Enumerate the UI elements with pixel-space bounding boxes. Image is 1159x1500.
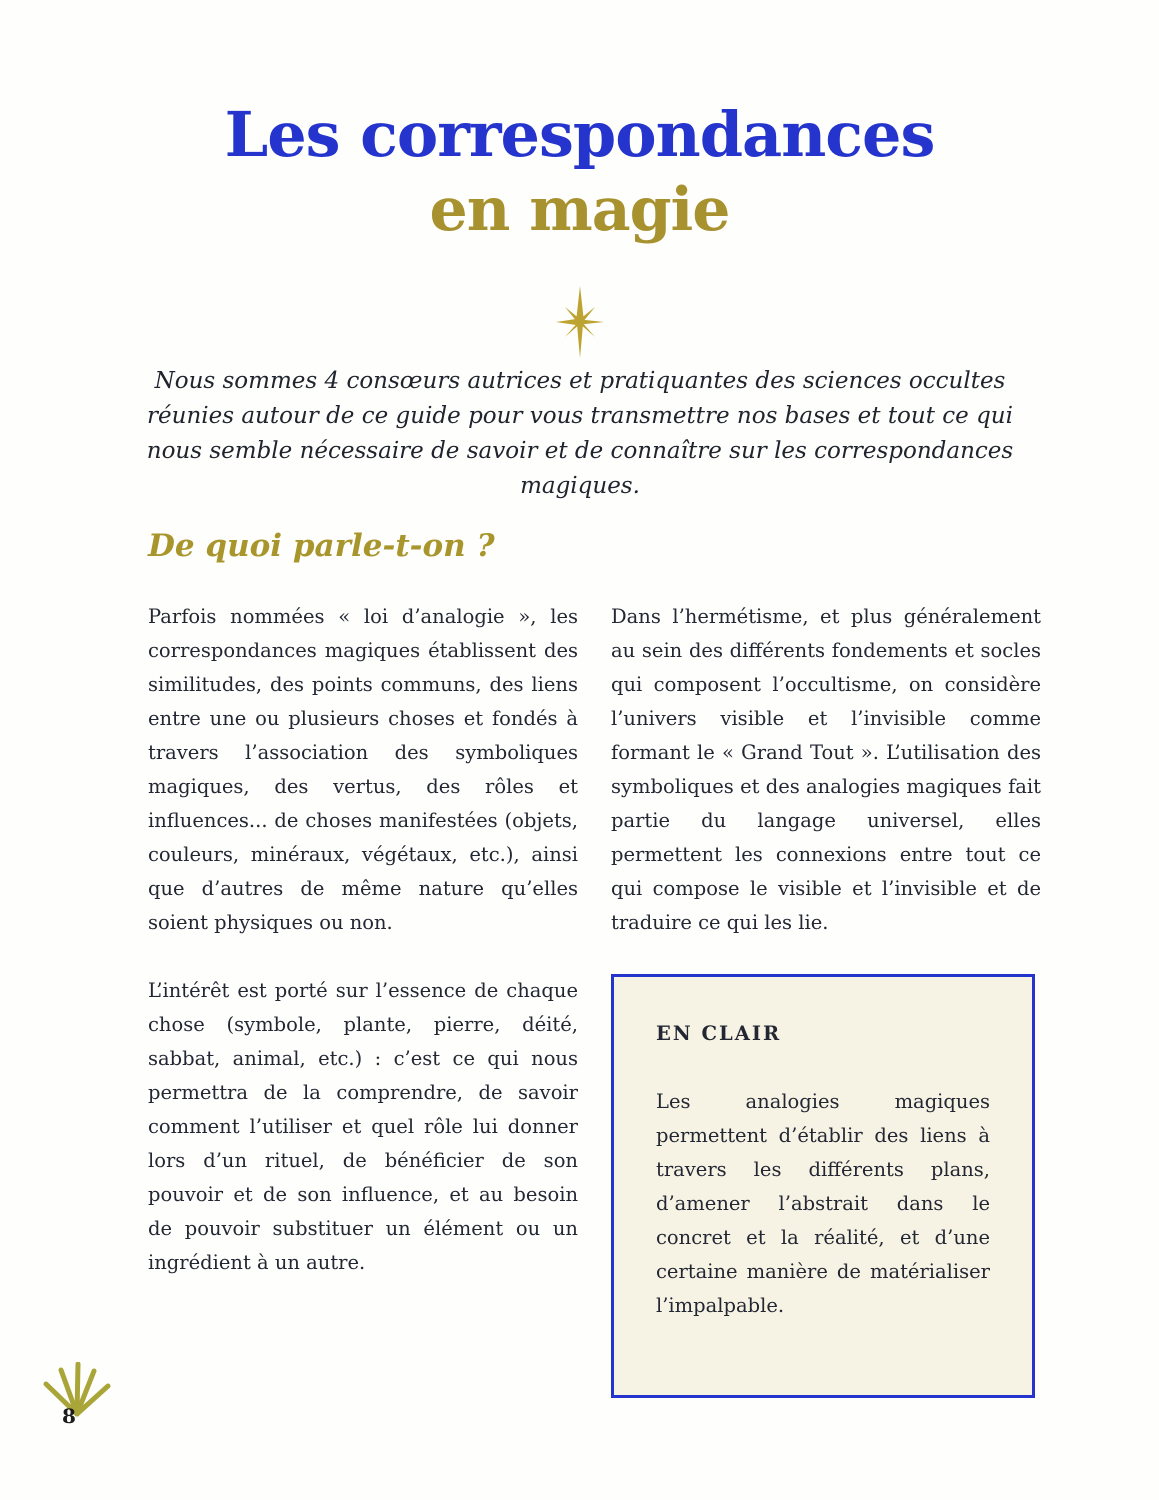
page-title-line2: en magie xyxy=(429,175,730,245)
two-column-body xyxy=(148,600,1041,1398)
body-paragraph: Dans l’hermétisme, et plus généralement au sein des différents fondements et socles qui composent l’occultisme, on considère l’univers visible et l’invisible comme formant le « Grand Tout ». L’utilisation des symboliques et des analogies magiques fait partie du langage universel, elles permettent les connexions entre tout ce qui compose le visible et l’invisible et de traduire ce qui les lie. xyxy=(611,605,1041,934)
left-column xyxy=(148,600,578,1398)
fan-rays-icon xyxy=(38,1362,116,1422)
callout-label: EN CLAIR xyxy=(656,1022,782,1045)
body-paragraph: Parfois nommées « loi d’analogie », les correspondances magiques établissent des similitudes, des points communs, des liens entre une ou plusieurs choses et fondés à travers l’association des symboliques magiques, des vertus, des rôles et influences... de choses manifestées (objets, couleurs, minéraux, végétaux, etc.), ainsi que d’autres de même nature qu’elles soient physiques ou non. xyxy=(148,605,578,934)
page-title-line1: Les correspondances xyxy=(224,98,935,171)
star-icon xyxy=(0,286,1159,362)
en-clair-callout xyxy=(611,974,1035,1398)
intro-paragraph: Nous sommes 4 consœurs autrices et pratiquantes des sciences occultes réunies autour de ce guide pour vous transmettre nos bases et tout ce qui nous semble nécessaire de savoir et de connaître sur les correspondances magiques. xyxy=(146,368,1014,499)
page-title xyxy=(0,98,1159,245)
section-heading: De quoi parle-t-on ? xyxy=(148,528,495,564)
body-paragraph: L’intérêt est porté sur l’essence de chaque chose (symbole, plante, pierre, déité, sabbat, animal, etc.) : c’est ce qui nous permettra de la comprendre, de savoir comment l’utiliser et quel rôle lui donner lors d’un rituel, de bénéficier de son pouvoir et de son influence, et au besoin de pouvoir substituer un élément ou un ingrédient à un autre. xyxy=(148,979,578,1274)
page-number: 8 xyxy=(62,1404,76,1428)
callout-text: Les analogies magiques permettent d’établir des liens à travers les différents plans, d’amener l’abstrait dans le concret et la réalité, et d’une certaine manière de matérialiser l’impalpable. xyxy=(656,1090,990,1317)
right-column xyxy=(611,600,1041,1398)
